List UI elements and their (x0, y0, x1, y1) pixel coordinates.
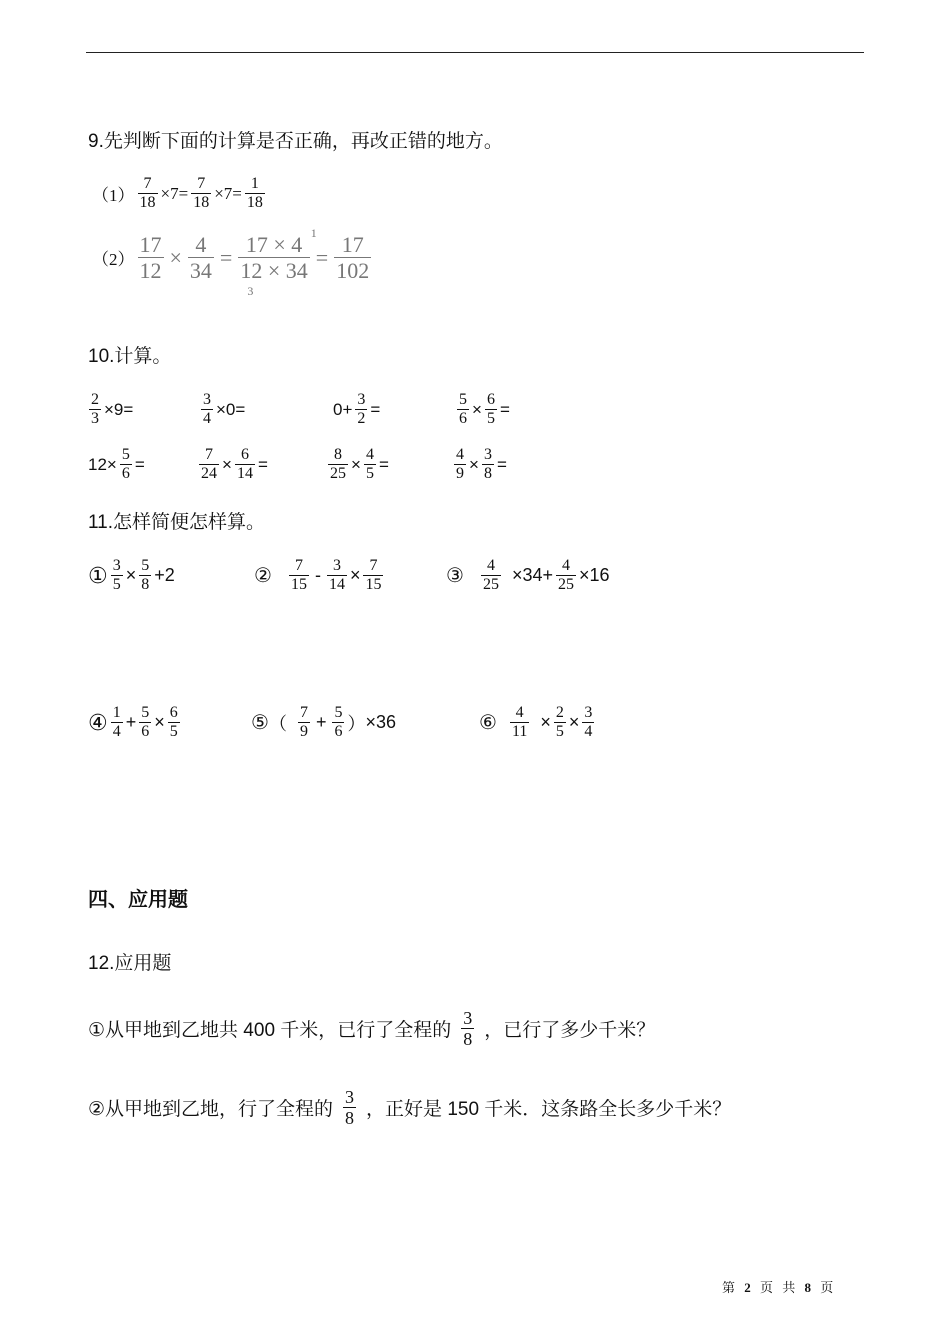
fraction: $\frac{17}{102}$ (336, 232, 370, 283)
operator: × (222, 454, 232, 474)
operator: × (169, 244, 182, 270)
operator: × (469, 454, 479, 474)
fraction: $\frac{3}{14}$ (328, 557, 345, 593)
q9-1-label: （1） (92, 186, 135, 205)
fraction: $\frac{1}{4}$ (112, 704, 121, 740)
problem-number: ⑤ (251, 712, 269, 734)
fraction: $\frac{7}{15}$ (365, 557, 382, 593)
q10-problem (198, 391, 245, 428)
fraction: $\frac{3}{4}$ (203, 391, 211, 427)
expression-tail: ×9= (104, 399, 134, 419)
equals: = (219, 244, 233, 270)
problem-text: ②从甲地到乙地，行了全程的 (88, 1099, 334, 1120)
q12-problem-1 (88, 1008, 655, 1049)
fraction: $\frac{5}{6}$ (141, 704, 150, 740)
expression-tail: = (257, 454, 268, 474)
fraction: $\frac{3}{8}$ (345, 1087, 355, 1128)
page-footer (722, 1277, 839, 1296)
fraction: $\frac{4}{34}$ (189, 232, 212, 283)
fraction: $\frac{17 \times 4}{12 \times 34}$ (240, 232, 308, 283)
fraction: $\frac{2}{3}$ (91, 391, 99, 427)
operator: ×34+ (511, 565, 553, 585)
operator: ×7 (214, 183, 233, 203)
problem-number: ② (254, 565, 272, 587)
problem-number: ③ (446, 565, 464, 587)
expression-head: 12× (88, 454, 117, 474)
q11-problem-6 (479, 704, 597, 741)
fraction: $\frac{4}{9}$ (456, 446, 464, 482)
footer-text: 第 (722, 1280, 736, 1295)
fraction: $\frac{2}{5}$ (555, 704, 564, 740)
equals: = (232, 183, 242, 203)
problem-number: ① (88, 562, 108, 588)
q10-title: 10.计算。 (88, 346, 172, 367)
q10-problem (86, 391, 133, 428)
section-heading: 四、应用题 (88, 889, 188, 911)
fraction: $\frac{7}{24}$ (201, 446, 217, 482)
footer-text: 共 (782, 1280, 796, 1295)
expression-tail: ×36 (365, 712, 396, 732)
q10-problem (333, 391, 380, 428)
operator: × (125, 565, 137, 585)
operator: × (154, 712, 165, 732)
q9-2-expression (135, 226, 375, 298)
q10-problem (451, 446, 507, 483)
q11-problem-1 (88, 557, 175, 594)
footer-text: 页 (820, 1280, 834, 1295)
expression-tail: = (499, 399, 510, 419)
fraction: $\frac{8}{25}$ (330, 446, 346, 482)
q12-title: 12.应用题 (88, 953, 172, 974)
expression-tail: +2 (154, 565, 175, 585)
operator: × (568, 712, 580, 732)
q10-problem (454, 391, 510, 428)
equals: = (315, 244, 329, 270)
fraction: $\frac{5}{8}$ (141, 557, 150, 593)
cancelled-fraction (235, 226, 317, 298)
page-number: 2 (744, 1280, 751, 1295)
footer-text: 页 (760, 1280, 774, 1295)
fraction: $\frac{7}{18}$ (139, 175, 156, 211)
q10-problem (88, 446, 145, 483)
q9-title: 9.先判断下面的计算是否正确，再改正错的地方。 (88, 131, 503, 152)
q9-item-2 (92, 226, 374, 298)
fraction: $\frac{3}{8}$ (463, 1008, 473, 1049)
fraction: $\frac{3}{5}$ (112, 557, 121, 593)
fraction: $\frac{6}{5}$ (486, 391, 495, 427)
expression-tail: ×16 (578, 565, 610, 585)
q12-problem-2 (88, 1087, 731, 1128)
operator: + (125, 712, 137, 732)
problem-text: ，正好是 150 千米．这条路全长多少千米？ (366, 1099, 732, 1120)
fraction: $\frac{4}{11}$ (511, 704, 528, 740)
fraction: $\frac{1}{18}$ (246, 175, 263, 211)
fraction: $\frac{4}{5}$ (365, 446, 374, 482)
header-rule (86, 52, 864, 53)
reduction-mark: 3 (247, 284, 254, 298)
q9-2-label: （2） (92, 250, 135, 269)
reduction-mark: 1 (310, 226, 317, 240)
fraction: $\frac{7}{15}$ (290, 557, 307, 593)
operator: + (315, 712, 327, 732)
problem-number: ⑥ (479, 712, 497, 734)
close-paren: ） (347, 713, 366, 734)
q10-problem (196, 446, 268, 483)
expression-tail: ×0= (216, 399, 246, 419)
operator: × (351, 454, 361, 474)
fraction: $\frac{7}{9}$ (299, 704, 308, 740)
problem-text: ①从甲地到乙地共 400 千米，已行了全程的 (88, 1020, 452, 1041)
equals: = (178, 183, 189, 203)
fraction: $\frac{4}{25}$ (482, 557, 499, 593)
q11-problem-4 (88, 704, 183, 741)
page-total: 8 (804, 1280, 812, 1295)
fraction: $\frac{5}{6}$ (459, 391, 467, 427)
q11-title: 11.怎样简便怎样算。 (88, 512, 266, 533)
q11-problem-2 (254, 557, 386, 594)
operator: × (472, 399, 482, 419)
expression-tail: = (378, 454, 389, 474)
operator: × (540, 712, 551, 732)
problem-text: ，已行了多少千米？ (484, 1020, 656, 1041)
fraction: $\frac{5}{6}$ (334, 704, 343, 740)
operator: ×7 (160, 183, 179, 203)
q9-item-1 (92, 175, 268, 212)
open-paren: （ (268, 713, 287, 734)
operator: × (349, 565, 361, 585)
fraction: $\frac{3}{8}$ (483, 446, 492, 482)
q11-problem-5 (251, 704, 396, 741)
fraction: $\frac{7}{18}$ (193, 175, 210, 211)
expression-head: 0+ (333, 399, 353, 419)
expression-tail: = (134, 454, 145, 474)
expression-tail: = (496, 454, 507, 474)
fraction: $\frac{3}{4}$ (584, 704, 593, 740)
expression-tail: = (370, 399, 381, 419)
fraction: $\frac{4}{25}$ (557, 557, 574, 593)
fraction: $\frac{6}{14}$ (236, 446, 253, 482)
fraction: $\frac{17}{12}$ (139, 232, 162, 283)
q10-problem (325, 446, 389, 483)
q11-problem-3 (446, 557, 610, 594)
fraction: $\frac{3}{2}$ (357, 391, 366, 427)
problem-number: ④ (88, 709, 108, 735)
operator: - (314, 565, 321, 585)
fraction: $\frac{5}{6}$ (121, 446, 130, 482)
fraction: $\frac{6}{5}$ (169, 704, 178, 740)
